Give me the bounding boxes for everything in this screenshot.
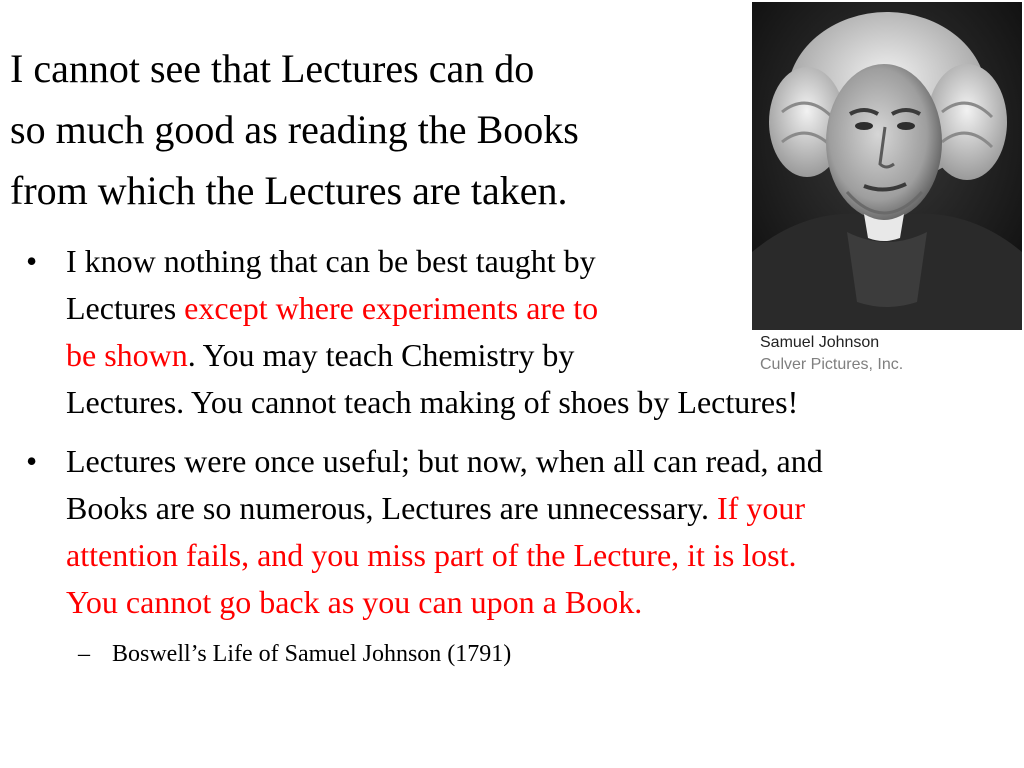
title-line-3: from which the Lectures are taken. bbox=[10, 168, 568, 213]
bullet-1-text: Lectures bbox=[66, 290, 185, 326]
bullet-1-text-cont: . You may teach Chemistry by bbox=[187, 337, 575, 373]
bullet-2-line-4: You cannot go back as you can upon a Book. bbox=[66, 584, 643, 620]
portrait-name: Samuel Johnson bbox=[760, 334, 880, 351]
bullet-2-line-1: Lectures were once useful; but now, when all can read, and bbox=[66, 443, 823, 479]
bullet-1-line-4: Lectures. You cannot teach making of shoes by Lectures! bbox=[66, 384, 799, 420]
bullet-1-line-2 bbox=[66, 285, 798, 332]
bullet-item-1 bbox=[26, 238, 799, 426]
bullet-1-emphasis: except where experiments are to bbox=[184, 290, 599, 326]
title-line-1: I cannot see that Lectures can do bbox=[10, 46, 535, 91]
bullet-2-line-3: attention fails, and you miss part of the Lecture, it is lost. bbox=[66, 537, 797, 573]
sub-bullet-dash: – bbox=[78, 641, 90, 667]
bullet-1-emphasis-end: be shown bbox=[66, 337, 188, 373]
source-citation bbox=[78, 638, 512, 670]
bullet-2-text: Books are so numerous, Lectures are unnecessary. bbox=[66, 490, 718, 526]
slide-title bbox=[10, 38, 750, 221]
bullet-1-line-3 bbox=[66, 332, 798, 379]
bullet-marker: • bbox=[26, 443, 38, 479]
bullet-1-line-1: I know nothing that can be best taught by bbox=[66, 243, 596, 279]
bullet-marker: • bbox=[26, 243, 38, 279]
bullet-item-2 bbox=[26, 438, 823, 626]
citation-text: Boswell’s Life of Samuel Johnson (1791) bbox=[112, 641, 512, 667]
title-line-2: so much good as reading the Books bbox=[10, 107, 579, 152]
bullet-2-emphasis: If your bbox=[717, 490, 805, 526]
portrait-credit: Culver Pictures, Inc. bbox=[760, 356, 904, 373]
bullet-2-line-2 bbox=[66, 485, 823, 532]
